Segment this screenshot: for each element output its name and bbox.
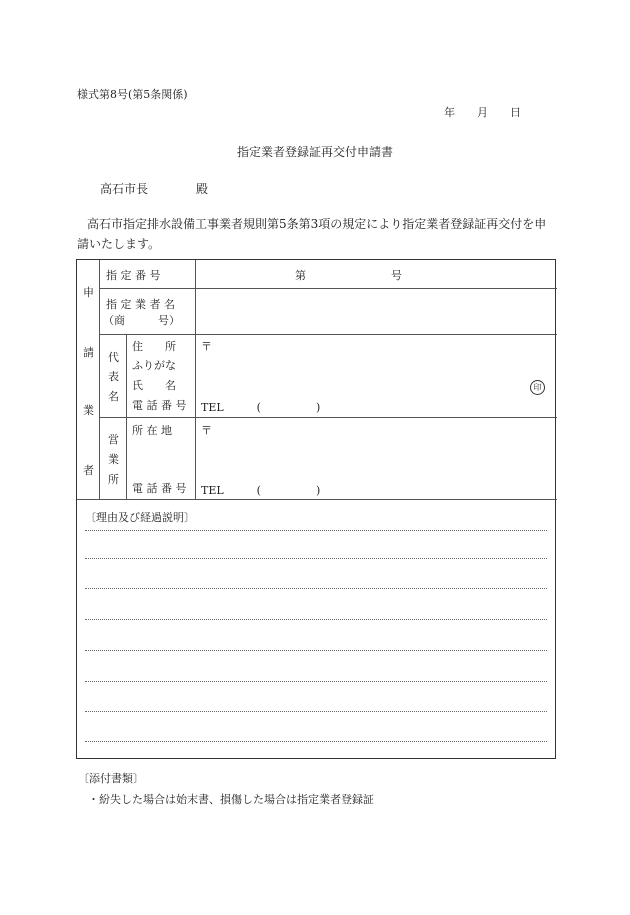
reason-label: 〔理由及び経過説明〕 xyxy=(85,511,195,524)
addressee: 高石市長 xyxy=(100,182,149,196)
postal-mark: 〒 xyxy=(201,340,212,353)
designation-no-suffix: 号 xyxy=(391,269,402,282)
applicant-label-1: 申 xyxy=(83,286,94,299)
reason-line xyxy=(85,681,547,682)
applicant-label-2: 請 xyxy=(83,346,94,359)
office-label-2: 業 xyxy=(108,453,119,466)
representative-label-3: 名 xyxy=(108,390,119,403)
furigana-label: ふりがな xyxy=(132,359,176,372)
name-label: 氏 名 xyxy=(132,379,176,392)
reason-line xyxy=(85,588,547,589)
form-number: 様式第8号(第5条関係) xyxy=(77,88,188,101)
date-line: 年 月 日 xyxy=(444,106,521,119)
location-label: 所 在 地 xyxy=(132,424,172,437)
office-label-1: 営 xyxy=(108,433,119,446)
reason-line xyxy=(85,530,547,531)
attachments-item: ・紛失した場合は始末書、損傷した場合は指定業者登録証 xyxy=(88,793,374,806)
tel-text: TEL ( ) xyxy=(201,401,321,414)
phone-label: 電 話 番 号 xyxy=(132,399,187,412)
designation-no-prefix: 第 xyxy=(295,269,306,282)
designation-no-label: 指 定 番 号 xyxy=(106,269,161,282)
addressee-suffix: 殿 xyxy=(196,182,209,196)
reason-line xyxy=(85,650,547,651)
company-name-label: 指 定 業 者 名 xyxy=(106,298,175,311)
seal-mark: 印 xyxy=(530,380,545,395)
page-title: 指定業者登録証再交付申請書 xyxy=(236,145,393,159)
attachments-heading: 〔添付書類〕 xyxy=(78,772,144,785)
reason-line xyxy=(85,741,547,742)
office-phone-label: 電 話 番 号 xyxy=(132,482,187,495)
applicant-label-4: 者 xyxy=(83,464,94,477)
representative-label-2: 表 xyxy=(108,370,119,383)
reason-line xyxy=(85,558,547,559)
office-postal-mark: 〒 xyxy=(201,424,212,437)
address-label: 住 所 xyxy=(132,340,176,353)
representative-label-1: 代 xyxy=(108,351,119,364)
intro-text: 高石市指定排水設備工事業者規則第5条第3項の規定により指定業者登録証再交付を申請いたします。 xyxy=(77,217,547,251)
reason-line xyxy=(85,619,547,620)
office-tel-text: TEL ( ) xyxy=(201,484,321,497)
company-name-sub: （商 号） xyxy=(103,314,180,327)
applicant-label-3: 業 xyxy=(83,404,94,417)
reason-line xyxy=(85,711,547,712)
application-table xyxy=(76,259,556,759)
office-label-3: 所 xyxy=(108,473,119,486)
